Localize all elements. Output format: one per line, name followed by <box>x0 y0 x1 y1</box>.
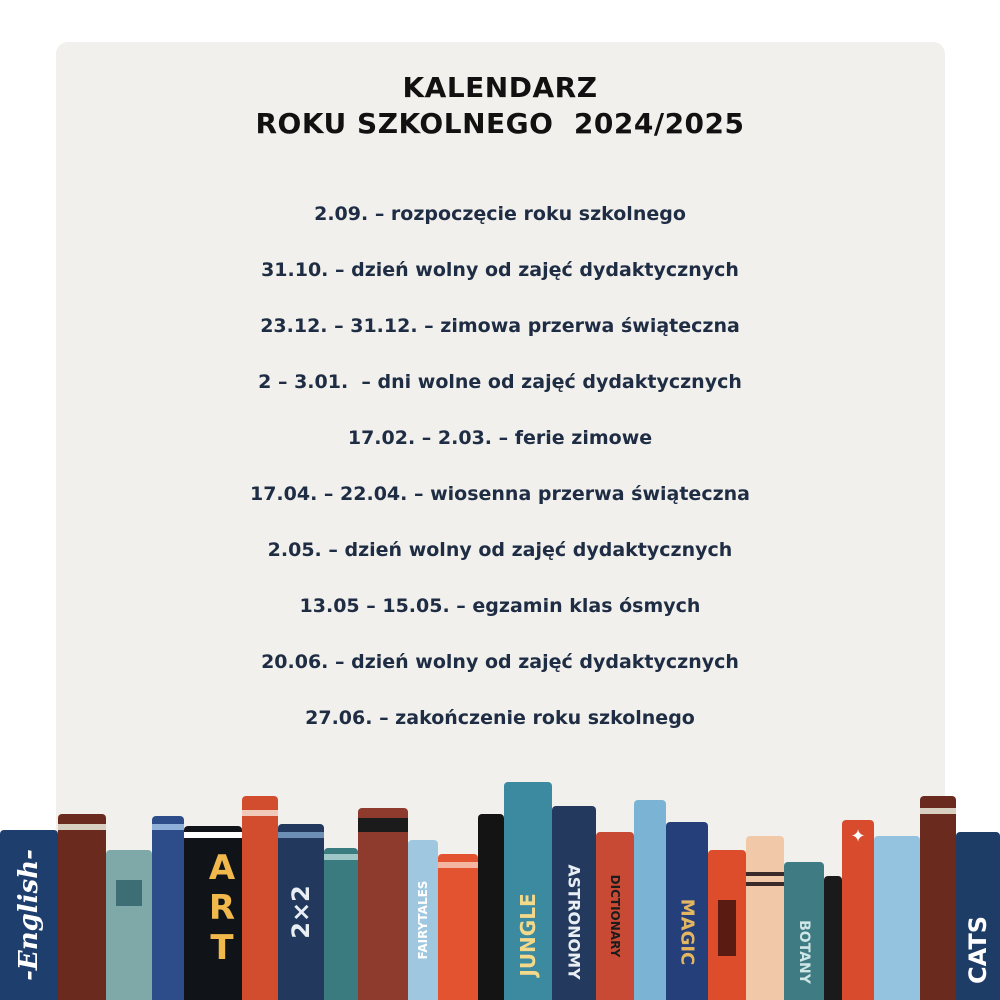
book-teal-2 <box>324 848 358 1000</box>
book-label: MAGIC <box>676 899 698 966</box>
list-item: 13.05 – 15.05. – egzamin klas ósmych <box>299 595 701 617</box>
book-magic <box>666 822 708 1000</box>
book-label: -English- <box>14 849 44 981</box>
book-english <box>0 830 58 1000</box>
book-label: ASTRONOMY <box>564 864 584 981</box>
book-red <box>242 796 278 1000</box>
book-black <box>478 814 504 1000</box>
book-darkred <box>358 808 408 1000</box>
book-brown <box>58 814 106 1000</box>
book-math <box>278 824 324 1000</box>
book-lightblue-2 <box>874 836 920 1000</box>
book-dark <box>824 876 842 1000</box>
list-item: 2 – 3.01. – dni wolne od zajęć dydaktycznych <box>258 371 742 393</box>
book-orange-2 <box>708 850 746 1000</box>
book-teal <box>106 850 152 1000</box>
book-beige <box>746 836 784 1000</box>
list-item: 27.06. – zakończenie roku szkolnego <box>305 707 695 729</box>
page-title <box>0 70 1000 142</box>
book-label: DICTIONARY <box>608 874 622 958</box>
list-item: 31.10. – dzień wolny od zajęć dydaktycznych <box>261 259 739 281</box>
list-item: 17.02. – 2.03. – ferie zimowe <box>347 427 653 449</box>
book-fairytales <box>408 840 438 1000</box>
book-art <box>184 826 242 1000</box>
title-line-2: ROKU SZKOLNEGO 2024/2025 <box>255 107 745 140</box>
book-lightblue <box>634 800 666 1000</box>
list-item: 17.04. – 22.04. – wiosenna przerwa świąteczna <box>249 483 750 505</box>
book-blue <box>152 816 184 1000</box>
star-icon: ✦ <box>850 826 866 847</box>
book-label: CATS <box>964 915 992 984</box>
list-item: 2.09. – rozpoczęcie roku szkolnego <box>314 203 686 225</box>
bookshelf-illustration <box>0 780 1000 1000</box>
book-label: FAIRYTALES <box>416 880 430 960</box>
book-label: JUNGLE <box>516 892 540 977</box>
book-cats <box>956 832 1000 1000</box>
book-orange <box>438 854 478 1000</box>
list-item: 20.06. – dzień wolny od zajęć dydaktycznych <box>261 651 739 673</box>
book-label: ART <box>202 848 242 968</box>
book-jungle <box>504 782 552 1000</box>
title-line-1: KALENDARZ <box>402 71 598 104</box>
book-label: 2×2 <box>287 885 315 939</box>
list-item: 23.12. – 31.12. – zimowa przerwa świąteczna <box>260 315 740 337</box>
book-astronomy <box>552 806 596 1000</box>
book-dictionary <box>596 832 634 1000</box>
list-item: 2.05. – dzień wolny od zajęć dydaktycznych <box>267 539 733 561</box>
events-list <box>0 196 1000 756</box>
book-red-star <box>842 820 874 1000</box>
book-label: BOTANY <box>796 919 812 984</box>
book-brown-2 <box>920 796 956 1000</box>
book-botany <box>784 862 824 1000</box>
